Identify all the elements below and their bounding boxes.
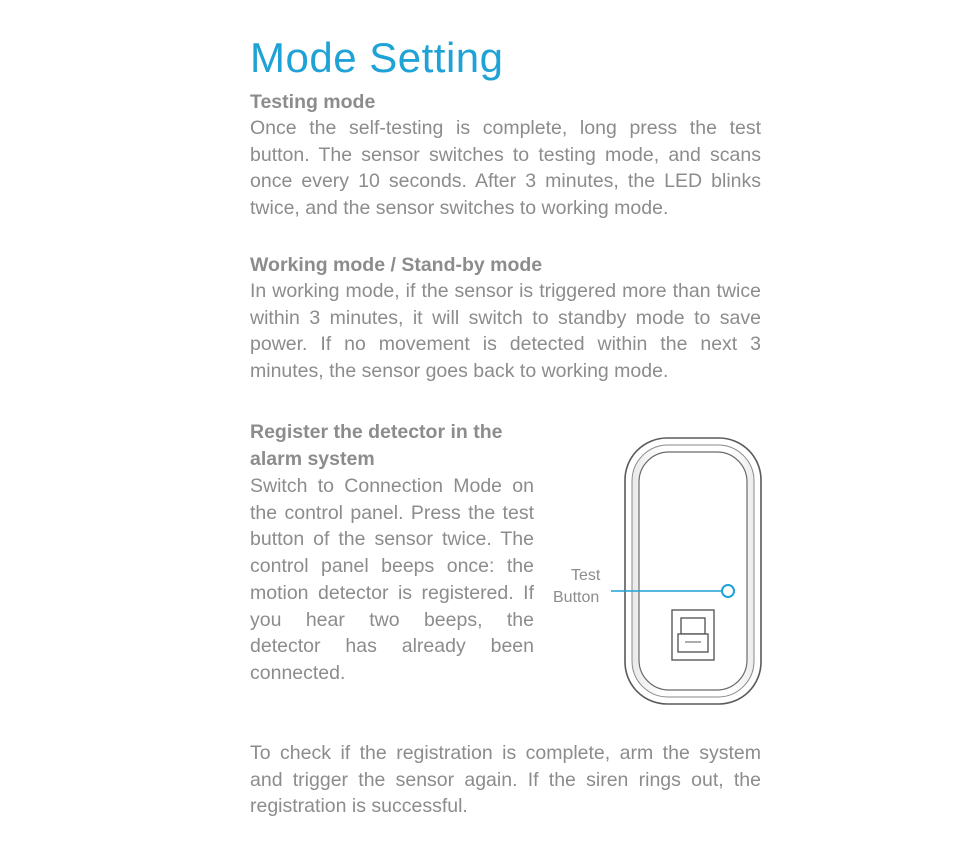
test-label-line1: Test [571, 567, 601, 584]
register-detector-section [250, 419, 534, 687]
mount-clip-icon [672, 610, 714, 660]
check-registration-section [250, 740, 761, 820]
motion-sensor-diagram [548, 432, 768, 708]
test-button-icon [722, 585, 734, 597]
check-registration-text: To check if the registration is complete, arm the system and trigger the sensor again. If the siren rings out, the registration is successful. [250, 742, 761, 818]
testing-mode-heading: Testing mode [250, 91, 376, 113]
test-label-line2: Button [553, 589, 600, 606]
testing-mode-section [250, 89, 761, 222]
working-mode-section [250, 252, 761, 385]
register-detector-text: Switch to Connection Mode on the control panel. Press the test button of the sensor twice. The control panel beeps once: the motion detector is registered. If you hear two beeps, the detector has already been connected. [250, 475, 534, 684]
testing-mode-text: Once the self-testing is complete, long press the test button. The sensor switches to testing mode, and scans once every 10 seconds. After 3 minutes, the LED blinks twice, and the sensor switches to working mode. [250, 117, 761, 220]
page-title: Mode Setting [250, 34, 504, 82]
register-detector-heading: Register the detector in the alarm system [250, 421, 503, 470]
working-mode-heading: Working mode / Stand-by mode [250, 254, 543, 276]
working-mode-text: In working mode, if the sensor is triggered more than twice within 3 minutes, it will switch to standby mode to save power. If no movement is detected within the next 3 minutes, the sensor goes back to working mode. [250, 280, 761, 383]
